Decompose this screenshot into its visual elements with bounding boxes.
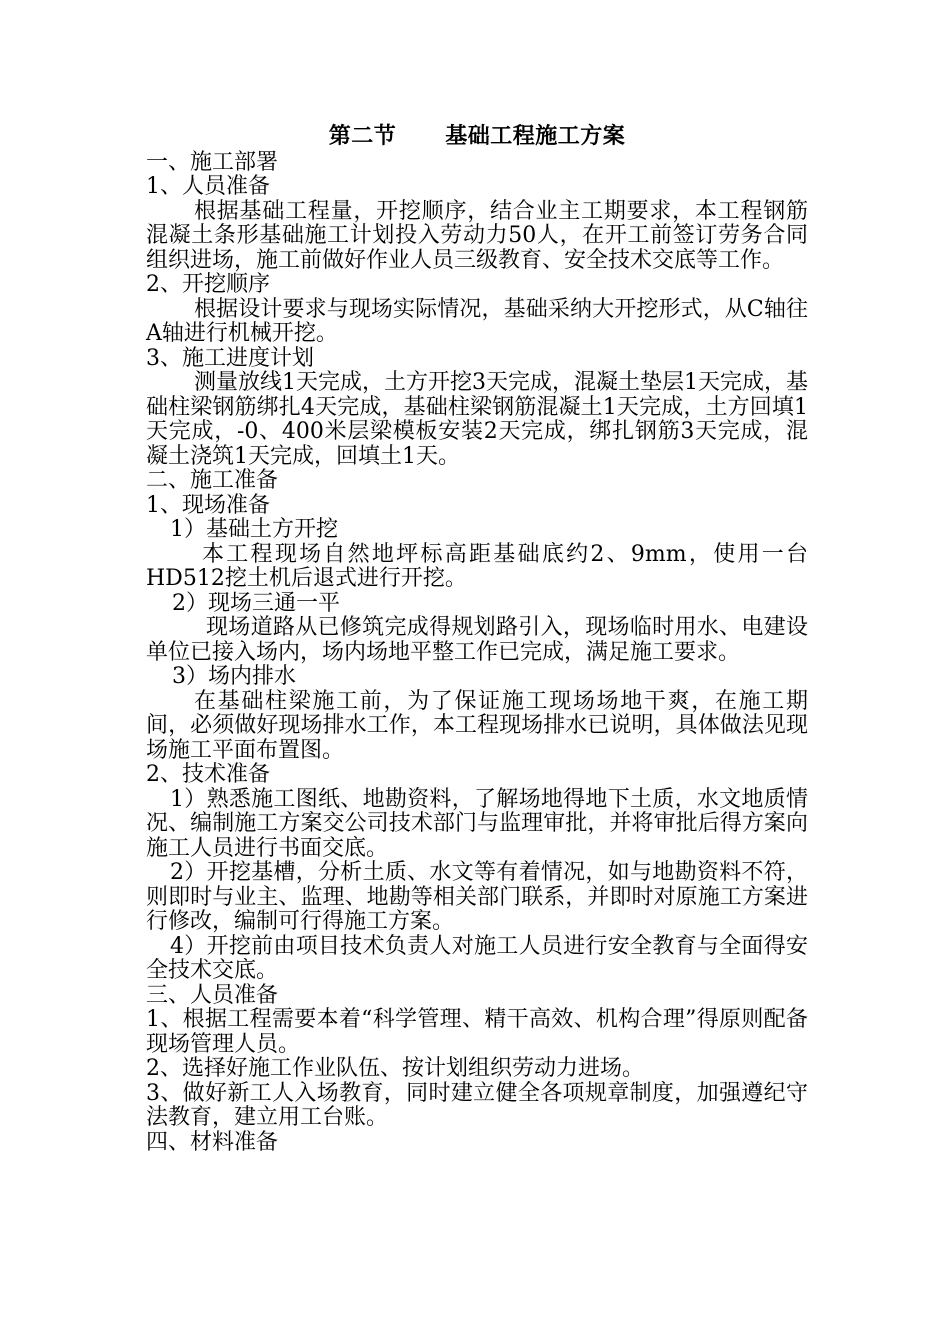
paragraph-technical-2: 2）开挖基槽，分析土质、水文等有着情况，如与地勘资料不符，则即时与业主、监理、地勘等相关部门联系，并即时对原施工方案进行修改，编制可行得施工方案。 <box>146 860 808 934</box>
subheading-schedule: 3、施工进度计划 <box>146 345 314 371</box>
paragraph-schedule: 测量放线1天完成，土方开挖3天完成，混凝土垫层1天完成，基础柱梁钢筋绑扎4天完成，基础柱梁钢筋混凝土1天完成，土方回填1天完成，-0、400米层梁模板安装2天完成，绑扎钢筋3天完成，混凝土浇筑1天完成，回填土1天。 <box>146 370 808 469</box>
paragraph-earthwork: 本工程现场自然地坪标高距基础底约2、9mm，使用一台HD512挖土机后退式进行开挖。 <box>146 541 808 591</box>
subheading-site-preparation: 1、现场准备 <box>146 492 270 518</box>
section-title: 第二节 基础工程施工方案 <box>328 123 626 149</box>
document-body <box>146 124 808 1155</box>
subheading-personnel: 1、人员准备 <box>146 174 270 199</box>
paragraph-personnel: 根据基础工程量，开挖顺序，结合业主工期要求，本工程钢筋混凝土条形基础施工计划投入劳动力50人，在开工前签订劳务合同组织进场，施工前做好作业人员三级教育、安全技术交底等工作。 <box>146 198 808 273</box>
paragraph-staffing-2: 2、选择好施工作业队伍、按计划组织劳动力进场。 <box>146 1056 644 1081</box>
item-three-connections: 2）现场三通一平 <box>172 590 340 616</box>
item-earthwork: 1）基础土方开挖 <box>170 517 338 542</box>
paragraph-three-connections: 现场道路从已修筑完成得规划路引入，现场临时用水、电建设单位已接入场内，场内场地平整工作已完成，满足施工要求。 <box>146 615 808 665</box>
heading-staffing: 三、人员准备 <box>146 982 279 1008</box>
paragraph-technical-1: 1）熟悉施工图纸、地勘资料，了解场地得地下土质，水文地质情况、编制施工方案交公司技术部门与监理审批，并将审批后得方案向施工人员进行书面交底。 <box>146 786 808 861</box>
heading-deployment: 一、施工部署 <box>146 149 279 175</box>
paragraph-drainage: 在基础柱梁施工前，为了保证施工现场场地干爽，在施工期间，必须做好现场排水工作，本工程现场排水已说明，具体做法见现场施工平面布置图。 <box>146 688 808 763</box>
paragraph-excavation-order: 根据设计要求与现场实际情况，基础采纳大开挖形式，从C轴往A轴进行机械开挖。 <box>146 296 808 346</box>
item-drainage: 3）场内排水 <box>172 664 296 689</box>
heading-preparation: 二、施工准备 <box>146 468 279 493</box>
paragraph-staffing-1: 1、根据工程需要本着“科学管理、精干高效、机构合理”得原则配备现场管理人员。 <box>146 1007 808 1057</box>
subheading-excavation-order: 2、开挖顺序 <box>146 272 270 297</box>
subheading-technical-preparation: 2、技术准备 <box>146 762 270 787</box>
paragraph-technical-4: 4）开挖前由项目技术负责人对施工人员进行安全教育与全面得安全技术交底。 <box>146 933 808 983</box>
heading-materials: 四、材料准备 <box>146 1129 279 1155</box>
paragraph-staffing-3: 3、做好新工人入场教育，同时建立健全各项规章制度，加强遵纪守法教育，建立用工台账。 <box>146 1080 808 1130</box>
